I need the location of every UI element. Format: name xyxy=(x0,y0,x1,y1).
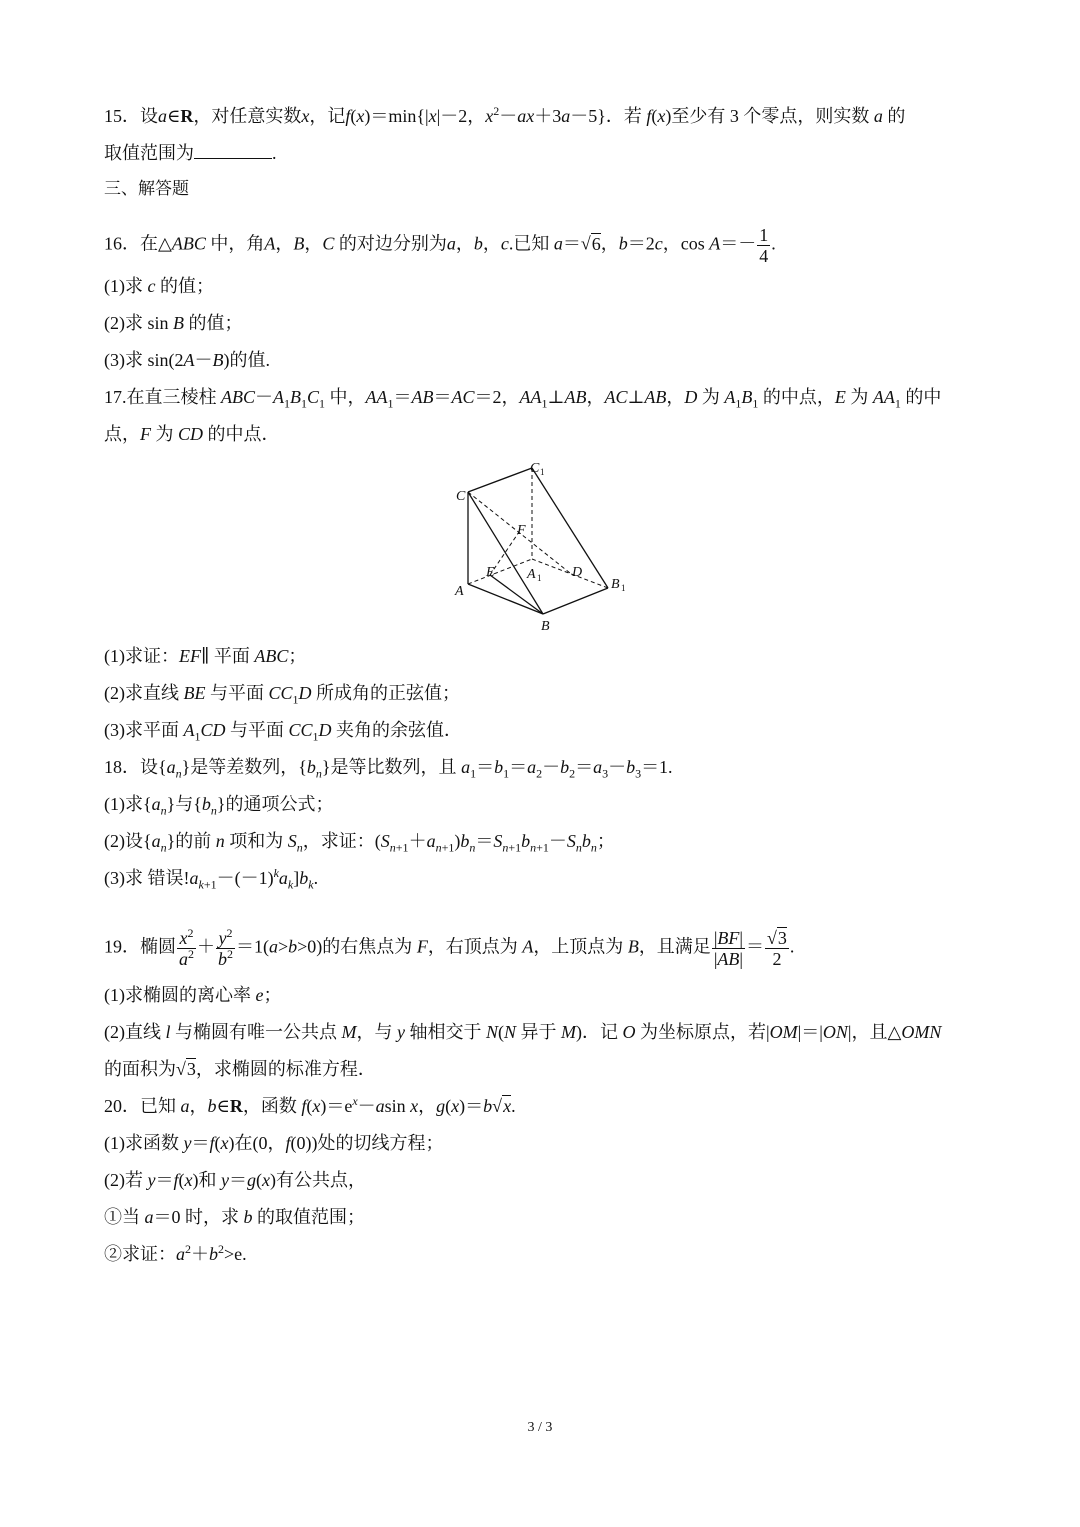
q20-part2-ii: ②求证：$a^2+b^2>e$. xyxy=(104,1242,247,1264)
q19-part2-line2: 的面积为√3，求椭圆的标准方程． xyxy=(104,1059,376,1079)
fraction: $\frac{1}{4}$ xyxy=(759,225,769,266)
q16-part3: (3)求 sin(2A－B)的值. xyxy=(104,350,270,370)
edge-A1B1 xyxy=(532,559,608,588)
label-D: D xyxy=(572,565,583,580)
q18-part3: (3)求 错误$!a_{k+1}-(-1)^ka_k]b_k$. xyxy=(104,866,319,892)
page-number: 3 / 3 xyxy=(527,1420,553,1435)
label-B1-sub: 1 xyxy=(621,583,626,593)
q16-stem: 16．在△ABC 中，角A，B，C 的对边分别为a，b，c.已知 a＝√6，b＝2c，cos A＝－ $\frac{1}{4}$ . xyxy=(104,225,776,266)
q18-part1: (1)求$\{a_n\}$与$\{b_n\}$的通项公式； xyxy=(104,794,334,818)
q17-part3: (3)求平面 $A_1CD$ 与平面 $CC_1D$ 夹角的余弦值． xyxy=(104,720,463,744)
prism-figure xyxy=(440,452,640,637)
q17-part2: (2)求直线 BE 与平面 $CC_1D$ 所成角的正弦值； xyxy=(104,683,461,707)
label-A1-sub: 1 xyxy=(537,573,542,583)
label-B: B xyxy=(541,619,550,634)
q19-stem: 19．椭圆 $\frac{x^2}{a^2}$ ＋ $\frac{y^2}{b^2}$ ＝1(a>b>0)的右焦点为 F，右顶点为 A，上顶点为 B，且满足 $\frac{|BF|}{|AB|}$ ＝ $\frac{√3}{2}$ . xyxy=(104,926,795,969)
q17-stem-line1: 17.在直三棱柱 $ABC-A_1B_1C_1$ 中，$AA_1=AB=AC=2$，$AA_1\perp AB$，AC⊥AB，D 为 $A_1B_1$ 的中点，E 为 $AA_1$ 的中 xyxy=(104,387,942,411)
label-C1-sub: 1 xyxy=(540,467,545,477)
fraction: $\frac{x^2}{a^2}$ xyxy=(179,926,194,969)
section-heading: 三、解答题 xyxy=(104,179,189,199)
label-C: C xyxy=(456,489,466,504)
fraction: $\frac{y^2}{b^2}$ xyxy=(218,926,233,969)
fraction: $\frac{|BF|}{|AB|}$ xyxy=(713,928,744,969)
edge-BB1 xyxy=(543,588,608,614)
q17-part1: (1)求证：EF∥ 平面 ABC； xyxy=(104,646,307,666)
label-B1: B xyxy=(611,577,620,592)
q20-part2-i: ①当 a＝0 时，求 b 的取值范围； xyxy=(104,1207,365,1227)
label-A1: A xyxy=(527,567,536,582)
edge-C1B1 xyxy=(532,468,608,588)
q15-line1: 15．设a∈R，对任意实数x，记f(x)＝min{|x|－2，$x^2-ax+3a-5$}．若 f(x)至少有 3 个零点，则实数 a 的 xyxy=(104,104,906,126)
q19-part1: (1)求椭圆的离心率 e； xyxy=(104,985,282,1005)
q16-part1: (1)求 c 的值； xyxy=(104,276,214,296)
label-F: F xyxy=(517,523,526,538)
q18-part2: (2)设$\{a_n\}$的前 n 项和为 $S_n$，求证：$(S_{n+1}+a_{n+1})b_n=S_{n+1}b_{n+1}-S_nb_n$； xyxy=(104,831,615,855)
fraction: $\frac{√3}{2}$ xyxy=(767,928,787,969)
edge-CC1 xyxy=(468,468,532,492)
q18-stem: 18．设$\{a_n\}$是等差数列，$\{b_n\}$是等比数列，且 $a_1=b_1=a_2-b_2=a_3-b_3=1$. xyxy=(104,757,673,781)
answer-blank xyxy=(194,142,272,159)
q20-stem: 20．已知 a，b∈R，函数 $f(x)=e^x-asin$ x，g(x)＝b√x. xyxy=(104,1094,516,1116)
q15-line2: 取值范围为 . xyxy=(104,143,277,163)
edge-AB xyxy=(468,584,543,614)
label-C1: C xyxy=(530,461,540,476)
label-E: E xyxy=(486,565,495,580)
q16-part2: (2)求 sin B 的值； xyxy=(104,313,243,333)
q17-stem-line2: 点，F 为 CD 的中点． xyxy=(104,424,280,444)
q20-part2: (2)若 y＝f(x)和 y＝g(x)有公共点， xyxy=(104,1170,367,1190)
q20-part1: (1)求函数 y＝f(x)在(0，f(0))处的切线方程； xyxy=(104,1133,444,1153)
label-A: A xyxy=(455,584,464,599)
q19-part2-line1: (2)直线 l 与椭圆有唯一公共点 M，与 y 轴相交于 N(N 异于 M)．记 O 为坐标原点，若|OM|＝|ON|，且△OMN xyxy=(104,1022,942,1042)
